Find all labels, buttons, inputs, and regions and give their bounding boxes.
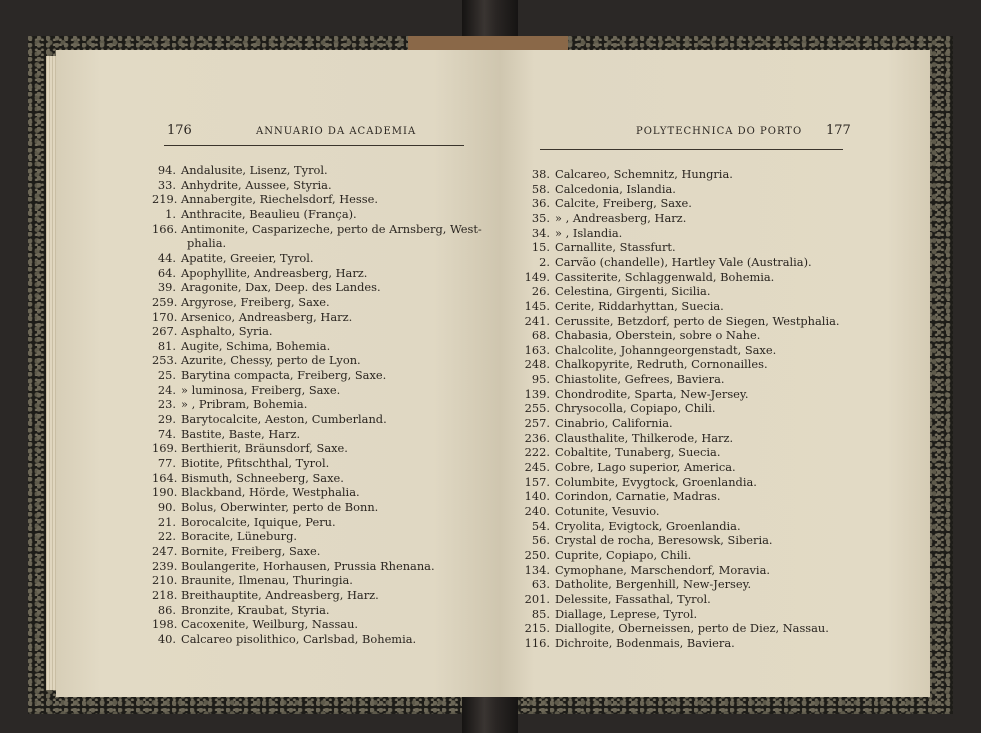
entry-number: 245. [524,460,550,474]
entry-number: 90. [157,499,176,514]
entry-text: Apatite, Greeier, Tyrol. [181,250,314,265]
entry-text: Anthracite, Beaulieu (França). [181,206,357,221]
entry-number: 198. [152,617,178,632]
entry-number: 149. [524,269,550,284]
list-item [522,284,710,299]
entry-number: 164. [152,470,178,485]
entry-text: Anhydrite, Aussee, Styria. [181,177,332,192]
entry-text: Cryolita, Evigtock, Groenlandia. [555,518,741,533]
list-item [522,431,733,446]
list-item [522,563,770,578]
list-item [152,266,367,281]
entry-number: 145. [524,298,550,313]
list-item [522,636,735,651]
entry-number: 95. [531,372,550,387]
list-item [152,544,320,559]
entry-text: Chabasia, Oberstein, sobre o Nahe. [555,328,761,343]
list-item [522,533,773,548]
entry-text: Cacoxenite, Weilburg, Nassau. [181,617,359,632]
entry-text: Carnallite, Stassfurt. [555,240,676,255]
list-item [152,485,360,500]
list-item [152,632,416,647]
list-item [152,515,336,530]
entry-text: Boulangerite, Horhausen, Prussia Rhenana. [181,558,435,573]
entry-number: 21. [157,514,176,529]
entry-number: 240. [524,503,550,518]
list-item [522,211,686,226]
list-item [152,236,226,251]
entry-text: Calcareo pisolithico, Carlsbad, Bohemia. [181,631,417,646]
list-item [522,196,692,211]
entry-text: Cuprite, Copiapo, Chili. [555,547,692,562]
entry-number: 247. [152,543,178,558]
entry-number: 169. [152,441,178,456]
list-item [522,460,736,475]
list-item [522,255,812,270]
entry-number: 68. [531,328,550,343]
entry-text: Azurite, Chessy, perto de Lyon. [181,353,361,368]
list-item [522,240,676,255]
entry-text: » luminosa, Freiberg, Saxe. [181,382,341,397]
entry-number: 54. [531,518,550,533]
list-item [152,500,378,515]
entry-number: 248. [524,357,550,372]
entry-number: 34. [531,225,550,240]
entry-number: 39. [157,280,176,295]
list-item [152,295,330,310]
entry-number: 116. [524,635,550,650]
entry-number: 190. [152,485,178,500]
list-item [522,226,622,241]
list-item [522,387,748,402]
entry-number: 255. [524,401,550,416]
list-item [522,416,673,431]
entry-number: 257. [524,416,550,431]
list-item [152,192,378,207]
list-item [152,280,381,295]
entry-text: Arsenico, Andreasberg, Harz. [181,309,353,324]
list-item [522,328,760,343]
entry-text: Chrysocolla, Copiapo, Chili. [555,401,716,416]
list-item [522,314,840,329]
list-item [152,178,332,193]
list-item [522,548,691,563]
entry-text: Chiastolite, Gefrees, Baviera. [555,372,725,387]
entry-text: Cobre, Lago superior, America. [555,460,736,474]
entry-text: phalia. [187,236,227,251]
entry-text: Dichroite, Bodenmais, Baviera. [555,635,735,650]
list-item [522,270,774,285]
list-item [152,617,358,632]
list-item [152,163,328,178]
entry-text: Calcedonia, Islandia. [555,181,676,196]
list-item [522,577,751,592]
entry-text: Cymophane, Marschendorf, Moravia. [555,562,770,577]
list-item [152,412,387,427]
entry-number: 33. [157,177,176,192]
entry-text: Cerite, Riddarhyttan, Suecia. [555,298,724,313]
entry-number: 44. [157,250,176,265]
entry-number: 15. [531,240,550,255]
entry-number: 222. [524,445,550,460]
entry-text: Cerussite, Betzdorf, perto de Siegen, Westphalia. [555,313,840,328]
entry-text: Columbite, Evygtock, Groenlandia. [555,474,757,489]
entry-number: 26. [531,284,550,299]
entry-number: 22. [157,529,176,544]
entry-text: Cobaltite, Tunaberg, Suecia. [555,445,721,460]
entry-number: 94. [157,163,176,177]
entry-number: 210. [152,573,178,588]
entry-number: 201. [524,591,550,606]
entry-text: Bolus, Oberwinter, perto de Bonn. [181,499,379,514]
entry-number: 74. [157,426,176,441]
entry-text: Aragonite, Dax, Deep. des Landes. [181,280,381,295]
entry-number: 77. [157,456,176,470]
entry-text: Biotite, Pfitschthal, Tyrol. [181,456,330,470]
list-item [152,397,307,412]
entry-text: Chondrodite, Sparta, New-Jersey. [555,386,749,401]
entry-text: Boracite, Lüneburg. [181,529,298,544]
entry-text: Chalkopyrite, Redruth, Cornonailles. [555,357,768,372]
list-item [522,343,776,358]
left-page [56,50,500,697]
entry-text: Antimonite, Casparizeche, perto de Arnsberg, West- [181,221,482,236]
entry-number: 236. [524,430,550,445]
list-item [522,519,741,534]
entry-number: 24. [157,382,176,397]
entry-text: » , Pribram, Bohemia. [181,397,308,412]
entry-text: Diallage, Leprese, Tyrol. [555,606,698,621]
entry-number: 259. [152,294,178,309]
entry-text: Barytocalcite, Aeston, Cumberland. [181,412,387,427]
entry-text: Carvão (chandelle), Hartley Vale (Australia). [555,254,812,269]
page-number: 177 [826,123,851,138]
entry-text: Cinabrio, California. [555,416,673,431]
entry-text: Argyrose, Freiberg, Saxe. [181,294,330,309]
entry-text: Annabergite, Riechelsdorf, Hesse. [181,192,378,207]
entry-text: » , Islandia. [555,225,623,240]
list-item [152,207,357,222]
entry-text: Calcite, Freiberg, Saxe. [555,196,692,211]
entry-text: Bornite, Freiberg, Saxe. [181,543,321,558]
entry-text: Bastite, Baste, Harz. [181,426,301,441]
list-item [522,401,715,416]
header-rule [540,149,843,150]
entry-number: 253. [152,353,178,368]
entry-number: 56. [531,533,550,548]
entry-text: Datholite, Bergenhill, New-Jersey. [555,577,752,592]
page-number: 176 [167,123,192,138]
entry-number: 163. [524,342,550,357]
list-item [152,529,297,544]
list-item [522,504,659,519]
list-item [152,427,300,442]
entry-text: Crystal de rocha, Beresowsk, Siberia. [555,533,773,548]
list-item [152,368,386,383]
list-item [522,299,724,314]
entry-number: 218. [152,587,178,602]
list-item [522,621,829,636]
entry-number: 166. [152,221,178,236]
right-page [500,50,930,697]
list-item [522,357,768,372]
entry-number: 29. [157,412,176,427]
list-item [152,588,379,603]
list-item [152,573,353,588]
entry-number: 35. [531,210,550,225]
entry-text: Barytina compacta, Freiberg, Saxe. [181,368,387,383]
list-item [522,607,697,622]
entry-number: 267. [152,324,178,339]
entry-text: Blackband, Hörde, Westphalia. [181,485,360,500]
entry-text: Delessite, Fassathal, Tyrol. [555,591,711,606]
entry-number: 38. [531,167,550,181]
entry-text: Breithauptite, Andreasberg, Harz. [181,587,379,602]
entry-text: Bismuth, Schneeberg, Saxe. [181,470,344,485]
entry-text: Clausthalite, Thilkerode, Harz. [555,430,734,445]
entry-text: Celestina, Girgenti, Sicilia. [555,284,711,299]
entry-number: 140. [524,489,550,504]
entry-number: 81. [157,338,176,353]
entry-number: 250. [524,547,550,562]
list-item [522,167,733,182]
entry-text: Asphalto, Syria. [181,324,273,339]
entry-text: Apophyllite, Andreasberg, Harz. [181,265,368,280]
entry-text: Berthierit, Bräunsdorf, Saxe. [181,441,348,456]
entry-text: Diallogite, Oberneissen, perto de Diez, Nassau. [555,621,829,636]
list-item [152,441,348,456]
list-item [152,456,329,471]
list-item [152,603,330,618]
list-item [152,310,352,325]
entry-number: 63. [531,577,550,592]
list-item [152,471,344,486]
entry-text: Cassiterite, Schlaggenwald, Bohemia. [555,269,775,284]
entry-number: 1. [165,206,176,221]
entry-number: 2. [539,254,550,269]
entry-text: Braunite, Ilmenau, Thuringia. [181,573,353,588]
list-item [152,559,435,574]
entry-number: 215. [524,621,550,636]
list-item [522,182,676,197]
entry-number: 134. [524,562,550,577]
list-item [152,222,482,237]
entry-number: 170. [152,309,178,324]
entry-text: Augite, Schima, Bohemia. [181,338,331,353]
entry-number: 25. [157,368,176,383]
entry-number: 157. [524,474,550,489]
entry-text: Calcareo, Schemnitz, Hungria. [555,167,733,181]
list-item [522,475,757,490]
entry-number: 36. [531,196,550,211]
list-item [152,383,340,398]
entry-text: Andalusite, Lisenz, Tyrol. [181,163,328,177]
entry-text: » , Andreasberg, Harz. [555,210,687,225]
entry-number: 23. [157,397,176,412]
running-header: ANNUARIO DA ACADEMIA [256,126,417,137]
list-item [152,324,273,339]
entry-text: Bronzite, Kraubat, Styria. [181,602,330,617]
header-rule [164,145,464,146]
entry-text: Chalcolite, Johanngeorgenstadt, Saxe. [555,342,777,357]
entry-text: Borocalcite, Iquique, Peru. [181,514,336,529]
entry-number: 241. [524,313,550,328]
entry-number: 58. [531,181,550,196]
entry-number: 239. [152,558,178,573]
entry-number: 86. [157,602,176,617]
entry-number: 40. [157,631,176,646]
list-item [522,445,720,460]
list-item [152,251,314,266]
entry-number: 64. [157,265,176,280]
list-item [522,489,720,504]
entry-text: Corindon, Carnatie, Madras. [555,489,721,504]
list-item [522,372,725,387]
entry-number: 139. [524,386,550,401]
list-item [152,339,330,354]
entry-number: 85. [531,606,550,621]
entry-number: 219. [152,192,178,207]
running-header: POLYTECHNICA DO PORTO [636,126,803,137]
entry-text: Cotunite, Vesuvio. [555,503,660,518]
list-item [522,592,711,607]
list-item [152,353,361,368]
